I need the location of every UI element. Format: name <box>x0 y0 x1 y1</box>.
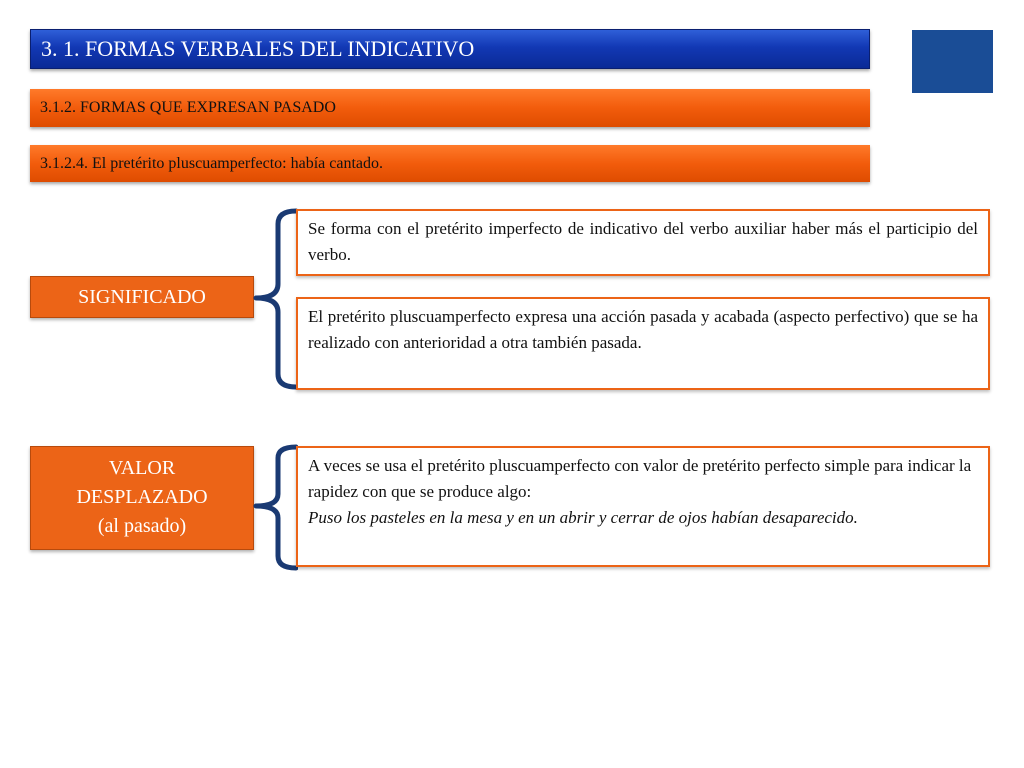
valor-example-text: Puso los pasteles en la mesa y en un abrir y cerrar de ojos habían desaparecido. <box>308 508 858 527</box>
valor-explanation-text: A veces se usa el pretérito pluscuamperfecto con valor de pretérito perfecto simple para indicar la rapidez con que se produce algo: <box>308 456 972 501</box>
valor-desplazado-text-box <box>296 446 990 567</box>
valor-label-line1: VALOR <box>108 457 176 479</box>
valor-label-line3: (al pasado) <box>97 515 187 537</box>
valor-label-line2: DESPLAZADO <box>76 486 208 508</box>
significado-brace <box>252 208 298 390</box>
formation-text: Se forma con el pretérito imperfecto de indicativo del verbo auxiliar haber más el participio del verbo. <box>308 219 978 264</box>
meaning-text: El pretérito pluscuamperfecto expresa una acción pasada y acabada (aspecto perfectivo) que se ha realizado con anterioridad a otra también pasada. <box>308 307 978 352</box>
valor-desplazado-brace <box>252 444 298 572</box>
significado-label-box: SIGNIFICADO <box>30 276 254 318</box>
meaning-text-box <box>296 297 990 390</box>
subsection-heading: 3.1.2.4. El pretérito pluscuamperfecto: había cantado. <box>30 145 870 182</box>
corner-accent-square <box>912 30 993 93</box>
valor-desplazado-label-box <box>30 446 254 550</box>
slide-title: 3. 1. FORMAS VERBALES DEL INDICATIVO <box>30 29 870 69</box>
formation-text-box <box>296 209 990 276</box>
section-heading: 3.1.2. FORMAS QUE EXPRESAN PASADO <box>30 89 870 127</box>
